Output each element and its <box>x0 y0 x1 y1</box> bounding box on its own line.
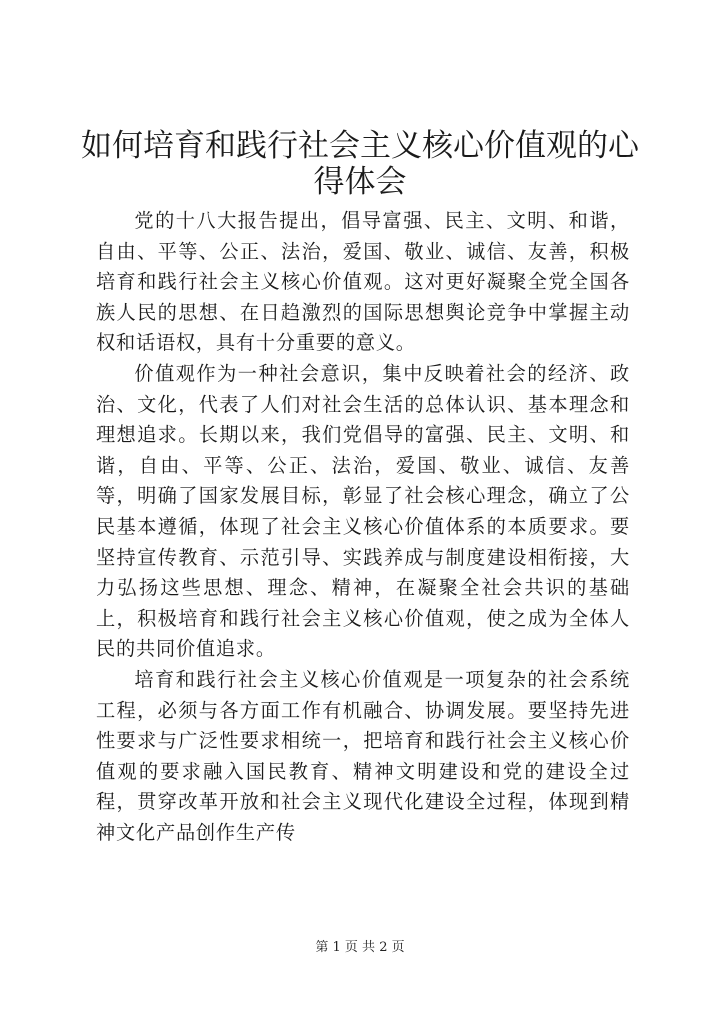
page-footer: 第 1 页 共 2 页 <box>315 940 405 955</box>
document-body <box>96 206 630 848</box>
paragraph-2: 价值观作为一种社会意识，集中反映着社会的经济、政治、文化，代表了人们对社会生活的总体认识、基本理念和理想追求。长期以来，我们党倡导的富强、民主、文明、和谐，自由、平等、公正、法治，爱国、敬业、诚信、友善等，明确了国家发展目标，彰显了社会核心理念，确立了公民基本遵循，体现了社会主义核心价值体系的本质要求。要坚持宣传教育、示范引导、实践养成与制度建设相衔接，大力弘扬这些思想、理念、精神，在凝聚全社会共识的基础上，积极培育和践行社会主义核心价值观，使之成为全体人民的共同价值追求。 <box>96 361 630 661</box>
paragraph-3: 培育和践行社会主义核心价值观是一项复杂的社会系统工程，必须与各方面工作有机融合、协调发展。要坚持先进性要求与广泛性要求相统一，把培育和践行社会主义核心价值观的要求融入国民教育、精神文明建设和党的建设全过程，贯穿改革开放和社会主义现代化建设全过程，体现到精神文化产品创作生产传 <box>96 667 630 844</box>
document-title: 如何培育和践行社会主义核心价值观的心得体会 <box>81 128 639 200</box>
paragraph-1: 党的十八大报告提出，倡导富强、民主、文明、和谐，自由、平等、公正、法治，爱国、敬业、诚信、友善，积极培育和践行社会主义核心价值观。这对更好凝聚全党全国各族人民的思想、在日趋激烈的国际思想舆论竞争中掌握主动权和话语权，具有十分重要的意义。 <box>96 209 630 355</box>
